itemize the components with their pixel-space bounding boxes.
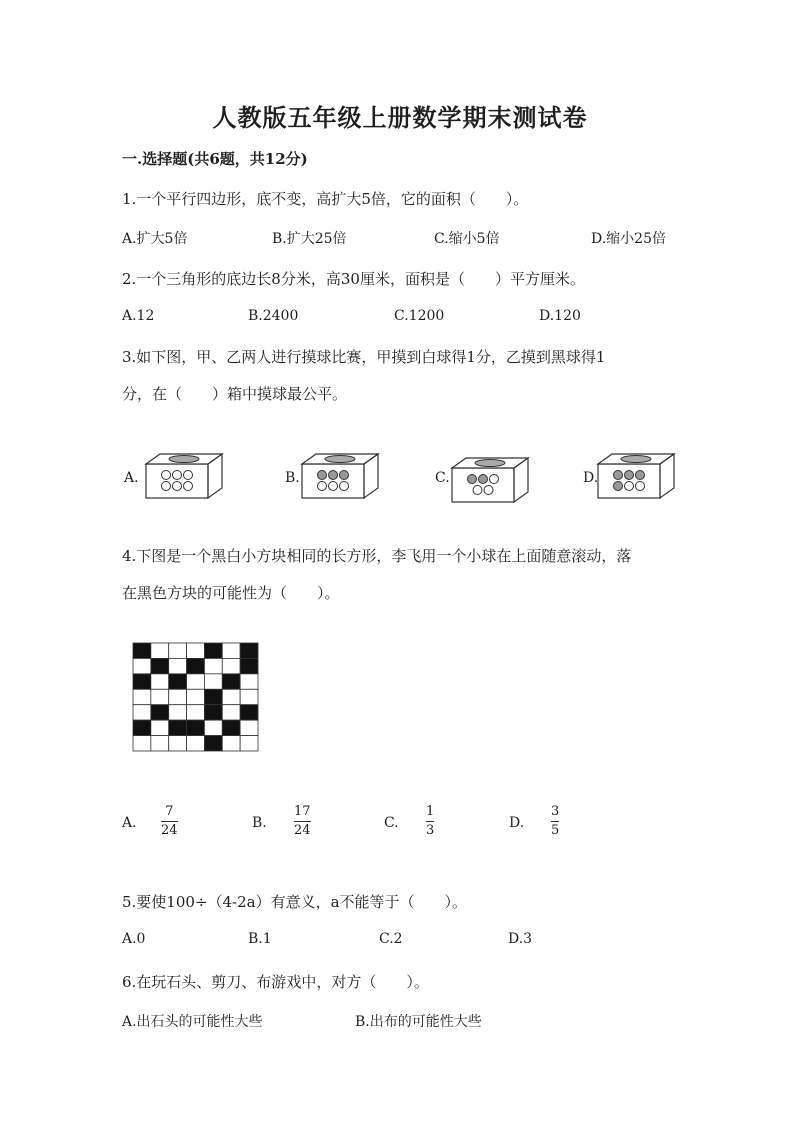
ball-box-b [302,452,382,500]
grid-cell-black [169,720,187,735]
white-ball [184,471,193,480]
grid-cell-black [151,705,169,720]
grid-cell-white [169,705,187,720]
white-ball [162,482,171,491]
white-ball [162,471,171,480]
black-ball [625,471,634,480]
grid-cell-white [187,674,205,689]
black-white-grid [133,643,259,752]
white-ball [340,482,349,491]
grid-cell-white [204,674,222,689]
q4-option-a-fraction [161,805,178,839]
q6-option-a[interactable]: A.出石头的可能性大些 [122,1014,263,1030]
ball-box-d [598,452,678,500]
grid-cell-white [151,643,169,658]
black-ball [614,471,623,480]
q2-option-a[interactable]: A.12 [122,308,155,324]
grid-cell-white [169,643,187,658]
black-ball [329,471,338,480]
grid-cell-white [187,689,205,704]
grid-cell-white [151,720,169,735]
grid-cell-black [204,705,222,720]
black-ball [636,471,645,480]
ball-box-c [452,456,532,504]
grid-cell-black [133,720,151,735]
question-2: 2.一个三角形的底边长8分米，高30厘米，面积是（ ）平方厘米。 [122,270,585,288]
white-ball [329,482,338,491]
fraction-denominator: 24 [161,823,178,839]
grid-cell-black [222,720,240,735]
box-opening [475,460,505,467]
white-ball [636,482,645,491]
grid-cell-black [240,658,258,673]
grid-cell-white [169,658,187,673]
question-4-line-2: 在黑色方块的可能性为（ ）。 [122,584,340,602]
grid-cell-black [187,658,205,673]
grid-cell-white [133,705,151,720]
grid-cell-black [187,720,205,735]
q5-option-d[interactable]: D.3 [508,931,533,947]
fraction-numerator: 7 [165,804,174,819]
grid-cell-white [222,705,240,720]
black-ball [340,471,349,480]
grid-cell-black [133,643,151,658]
grid-cell-white [187,736,205,751]
grid-cell-white [240,736,258,751]
q4-option-c-label[interactable]: C. [384,815,399,831]
q4-option-a-label[interactable]: A. [122,815,137,831]
grid-cell-white [133,658,151,673]
fraction-numerator: 17 [294,804,311,819]
grid-cell-white [222,658,240,673]
grid-cell-white [222,736,240,751]
q4-option-d-fraction [551,805,559,839]
box-front-face [452,468,514,502]
grid-cell-white [222,689,240,704]
q3-option-c[interactable]: C. [435,470,450,486]
black-ball [468,475,477,484]
q3-option-a[interactable]: A. [124,470,139,486]
q5-option-b[interactable]: B.1 [248,931,272,947]
ball-box-a [146,452,226,500]
question-3-line-2: 分，在（ ）箱中摸球最公平。 [122,385,348,403]
section-heading: 一.选择题(共6题，共12分) [122,150,308,168]
grid-cell-white [169,736,187,751]
q4-option-d-label[interactable]: D. [509,815,525,831]
grid-cell-black [204,689,222,704]
q5-option-a[interactable]: A.0 [122,931,146,947]
grid-cell-white [240,720,258,735]
black-ball [479,475,488,484]
white-ball [173,471,182,480]
q2-option-b[interactable]: B.2400 [248,308,299,324]
white-ball [625,482,634,491]
fraction-denominator: 5 [551,823,560,839]
q5-option-c[interactable]: C.2 [379,931,403,947]
q3-option-d[interactable]: D. [583,470,599,486]
grid-cell-black [222,674,240,689]
q3-option-b[interactable]: B. [285,470,300,486]
white-ball [473,486,482,495]
page-title: 人教版五年级上册数学期末测试卷 [212,103,588,132]
q1-option-d[interactable]: D.缩小25倍 [591,231,666,247]
grid-cell-black [204,643,222,658]
question-6: 6.在玩石头、剪刀、布游戏中，对方（ ）。 [122,973,429,991]
white-ball [318,482,327,491]
question-1: 1.一个平行四边形，底不变，高扩大5倍，它的面积（ ）。 [122,190,529,208]
grid-cell-white [151,689,169,704]
white-ball [173,482,182,491]
q1-option-b[interactable]: B.扩大25倍 [272,231,347,247]
q4-option-c-fraction [426,805,434,839]
grid-cell-white [187,705,205,720]
white-ball [184,482,193,491]
grid-cell-black [240,705,258,720]
grid-cell-black [240,643,258,658]
grid-cell-white [204,658,222,673]
q4-option-b-label[interactable]: B. [252,815,267,831]
grid-cell-white [151,736,169,751]
grid-cell-black [204,736,222,751]
question-3-line-1: 3.如下图，甲、乙两人进行摸球比赛，甲摸到白球得1分，乙摸到黑球得1 [122,348,606,366]
black-ball [614,482,623,491]
q6-option-b[interactable]: B.出布的可能性大些 [355,1014,482,1030]
grid-cell-white [240,689,258,704]
black-ball [318,471,327,480]
grid-cell-white [133,736,151,751]
fraction-numerator: 3 [551,804,560,819]
q1-option-a[interactable]: A.扩大5倍 [122,231,188,247]
question-4-line-1: 4.下图是一个黑白小方块相同的长方形，李飞用一个小球在上面随意滚动，落 [122,547,632,565]
grid-cell-white [204,720,222,735]
grid-cell-black [169,674,187,689]
q2-option-c[interactable]: C.1200 [394,308,445,324]
grid-cell-black [133,674,151,689]
box-opening [169,456,199,463]
question-5: 5.要使100÷（4-2a）有意义，a不能等于（ ）。 [122,893,468,911]
q4-option-b-fraction [294,805,311,839]
grid-cell-white [187,643,205,658]
fraction-denominator: 3 [426,823,435,839]
white-ball [490,475,499,484]
grid-cell-black [151,658,169,673]
white-ball [484,486,493,495]
q2-option-d[interactable]: D.120 [539,308,581,324]
fraction-numerator: 1 [426,804,435,819]
grid-cell-white [222,643,240,658]
box-opening [325,456,355,463]
box-opening [621,456,651,463]
grid-cell-white [133,689,151,704]
q1-option-c[interactable]: C.缩小5倍 [434,231,500,247]
grid-cell-white [169,689,187,704]
grid-cell-white [240,674,258,689]
fraction-denominator: 24 [294,823,311,839]
grid-cell-white [151,674,169,689]
